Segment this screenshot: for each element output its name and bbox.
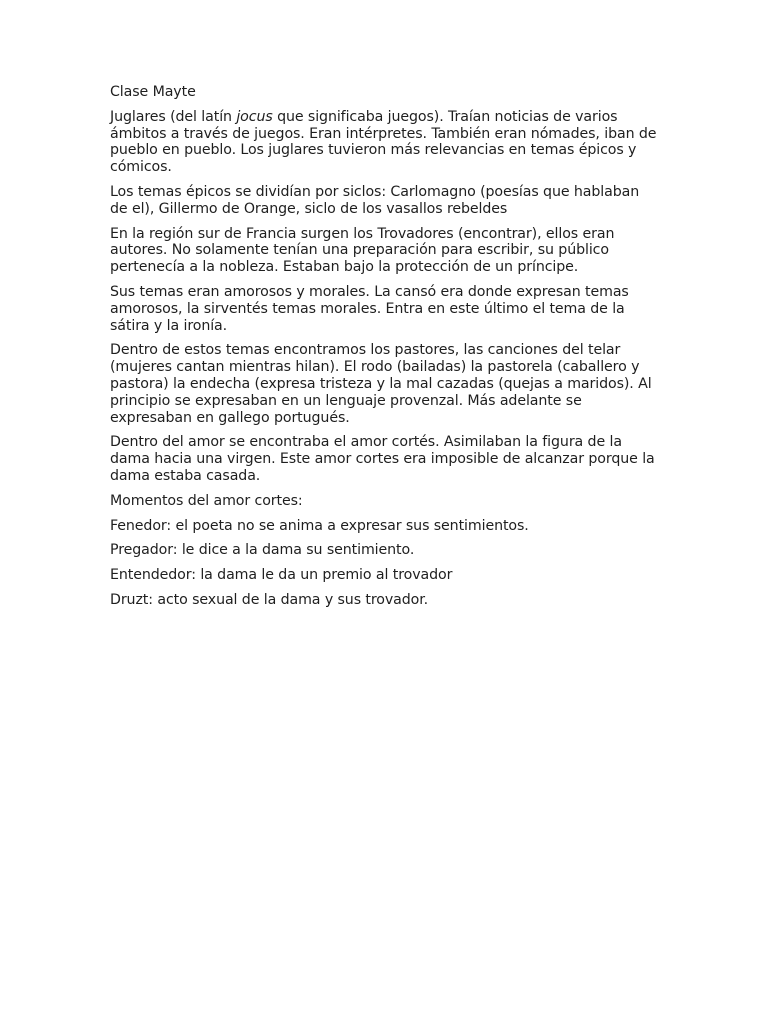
paragraph-amor-cortes: Dentro del amor se encontraba el amor cortés. Asimilaban la figura de la dama hacia una virgen. Este amor cortes era imposible de alcanzar porque la dama estaba casada. — [110, 434, 655, 484]
paragraph-fenedor: Fenedor: el poeta no se anima a expresar sus sentimientos. — [110, 517, 529, 534]
paragraph-juglares-rest: que significaba juegos). Traían noticias de varios ámbitos a través de juegos. Eran intérpretes. También eran nómades, iban de pueblo en pueblo. Los juglares tuvieron más relevancias en temas épicos y cómicos. — [110, 108, 657, 176]
paragraph-momentos: Momentos del amor cortes: — [110, 492, 303, 509]
italic-term-jocus: jocus — [236, 108, 273, 125]
paragraph-druzt: Druzt: acto sexual de la dama y sus trovador. — [110, 591, 429, 608]
document-page — [110, 84, 658, 617]
paragraph-temas-epicos: Los temas épicos se dividían por siclos: Carlomagno (poesías que hablaban de el), Gillermo de Orange, siclo de los vasallos rebeldes — [110, 183, 640, 217]
paragraph-pregador: Pregador: le dice a la dama su sentimiento. — [110, 542, 415, 559]
paragraph-trovadores: En la región sur de Francia surgen los Trovadores (encontrar), ellos eran autores. No solamente tenían una preparación para escribir, su público pertenecía a la nobleza. Estaban bajo la protección de un príncipe. — [110, 225, 615, 276]
paragraph-pastores: Dentro de estos temas encontramos los pastores, las canciones del telar (mujeres cantan mientras hilan). El rodo (bailadas) la pastorela (caballero y pastora) la endecha (expresa tristeza y la mal cazadas (quejas a maridos). Al principio se expresaban en un lenguaje provenzal. Más adelante se expresaban en gallego portugués. — [110, 342, 652, 426]
document-title: Clase Mayte — [110, 84, 196, 100]
paragraph-entendedor: Entendedor: la dama le da un premio al trovador — [110, 567, 453, 584]
paragraph-temas-amorosos: Sus temas eran amorosos y morales. La cansó era donde expresan temas amorosos, la sirventés temas morales. Entra en este último el tema de la sátira y la ironía. — [110, 283, 629, 334]
paragraph-juglares-start: Juglares (del latín — [110, 108, 237, 125]
paragraph-juglares — [110, 109, 658, 176]
